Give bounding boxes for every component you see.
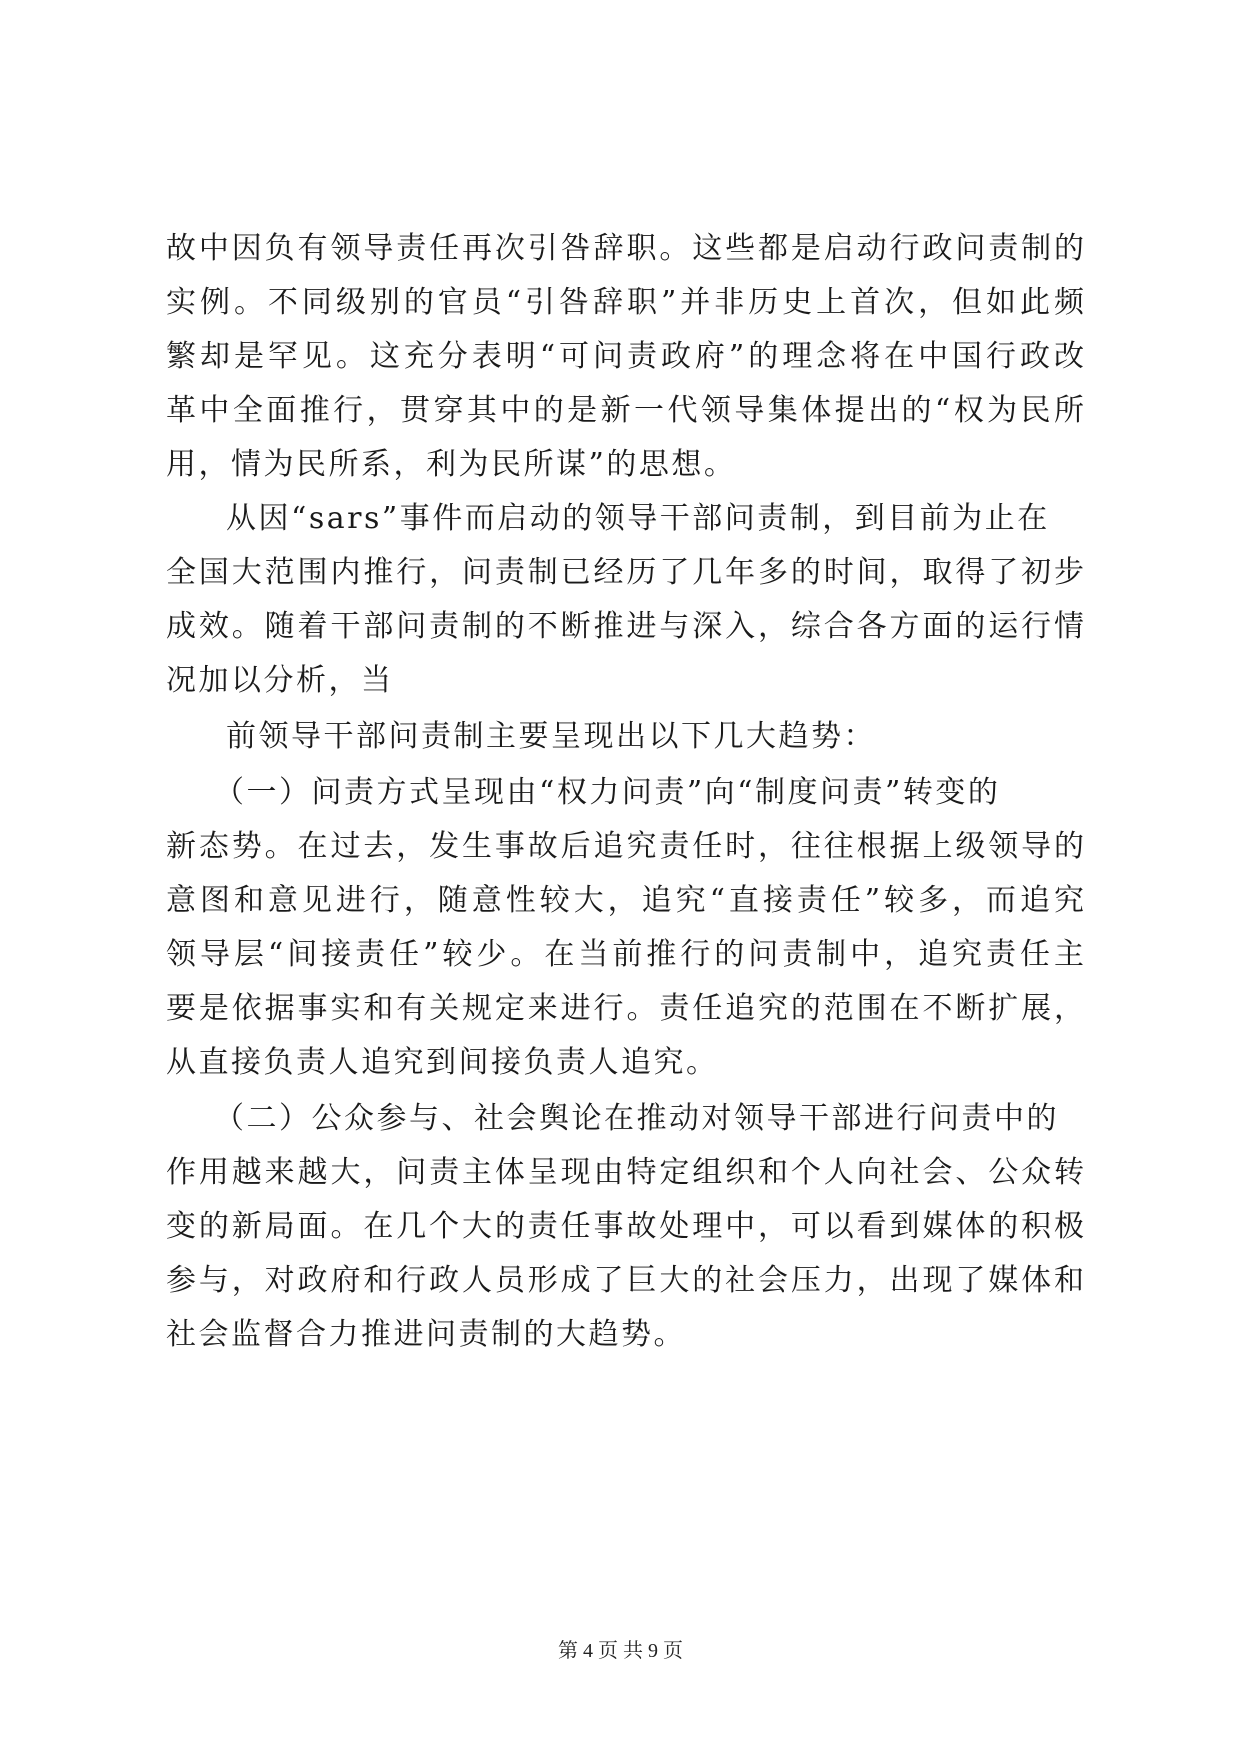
text-line: 前领导干部问责制主要呈现出以下几大趋势： <box>226 719 876 754</box>
text-line: 从直接负责人追究到间接负责人追究。 <box>166 1045 719 1080</box>
text-line: 实例。不同级别的官员“引咎辞职”并非历史上首次，但如此频 <box>166 285 1084 320</box>
text-line: （二）公众参与、社会舆论在推动对领导干部进行问责中的 <box>214 1101 1059 1136</box>
text-line: 变的新局面。在几个大的责任事故处理中，可以看到媒体的积极 <box>166 1209 1084 1244</box>
text-line: 故中因负有领导责任再次引咎辞职。这些都是启动行政问责制的 <box>166 231 1084 266</box>
text-line: 要是依据事实和有关规定来进行。责任追究的范围在不断扩展， <box>166 991 1084 1026</box>
text-line: 革中全面推行，贯穿其中的是新一代领导集体提出的“权为民所 <box>166 393 1084 428</box>
text-line: 社会监督合力推进问责制的大趋势。 <box>166 1317 686 1352</box>
text-line: 意图和意见进行，随意性较大，追究“直接责任”较多，而追究 <box>166 883 1084 918</box>
text-line: 新态势。在过去，发生事故后追究责任时，往往根据上级领导的 <box>166 829 1084 864</box>
text-line: 全国大范围内推行，问责制已经历了几年多的时间，取得了初步 <box>166 555 1084 590</box>
text-line: 用，情为民所系，利为民所谋”的思想。 <box>166 447 737 482</box>
text-line: 况加以分析，当 <box>166 663 394 698</box>
page-footer <box>0 1637 1241 1665</box>
text-line: 作用越来越大，问责主体呈现由特定组织和个人向社会、公众转 <box>166 1155 1084 1190</box>
page-number: 第 4 页 共 9 页 <box>558 1640 683 1662</box>
text-line: （一）问责方式呈现由“权力问责”向“制度问责”转变的 <box>214 775 1001 810</box>
text-line: 从因“sars”事件而启动的领导干部问责制，到目前为止在 <box>226 501 1050 536</box>
text-line: 繁却是罕见。这充分表明“可问责政府”的理念将在中国行政改 <box>166 339 1084 374</box>
text-line: 成效。随着干部问责制的不断推进与深入，综合各方面的运行情 <box>166 609 1084 644</box>
text-line: 参与，对政府和行政人员形成了巨大的社会压力，出现了媒体和 <box>166 1263 1084 1298</box>
text-line: 领导层“间接责任”较少。在当前推行的问责制中，追究责任主 <box>166 937 1084 972</box>
